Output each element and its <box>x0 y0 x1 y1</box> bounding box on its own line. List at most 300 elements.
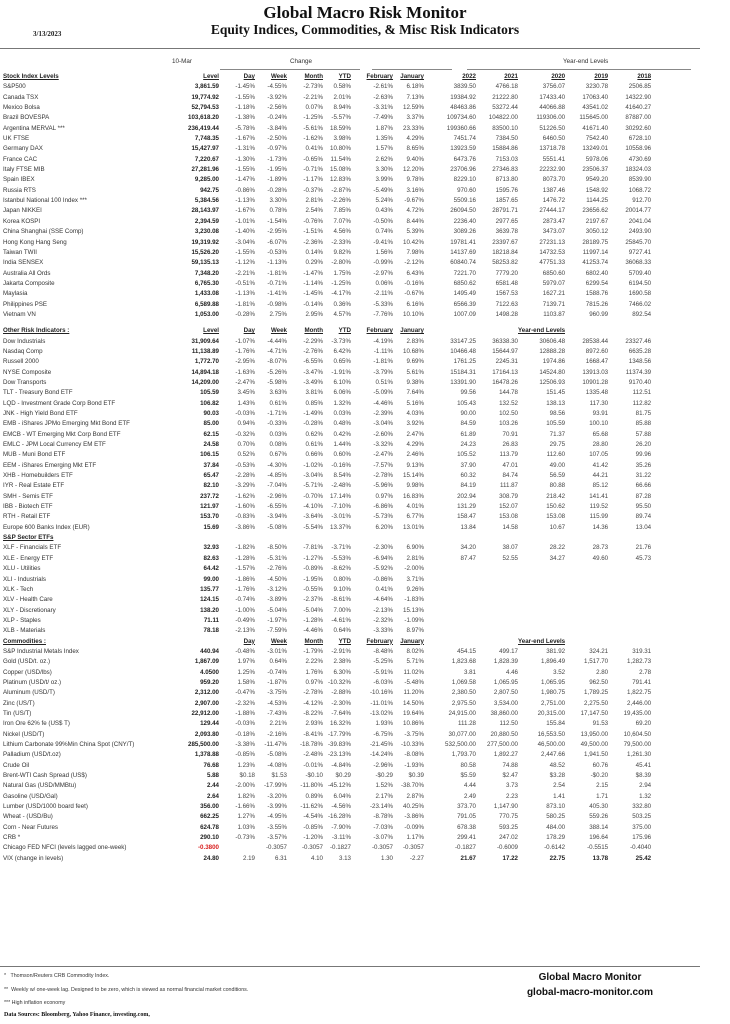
row-label: XLK - Tech <box>3 585 34 593</box>
cell-y2018: 11374.39 <box>625 368 652 376</box>
table-row[interactable] <box>0 606 651 616</box>
cell-y2022: 5509.16 <box>453 197 476 205</box>
cell-y2022 <box>424 564 476 574</box>
table-row[interactable] <box>0 238 651 248</box>
cell-feb: 0.06% <box>375 279 393 287</box>
cell-y2022: 33147.25 <box>450 337 476 345</box>
cell-week: -4.85% <box>267 472 287 480</box>
cell-y2018: 332.80 <box>632 803 652 811</box>
row-label: EMLC - JPM Local Currency EM ETF <box>3 441 106 449</box>
table-row[interactable] <box>0 289 651 299</box>
cell-y2018 <box>608 595 651 605</box>
column-header-y2021 <box>476 637 518 647</box>
cell-y2022: 6850.62 <box>453 279 476 287</box>
table-row[interactable] <box>0 347 651 357</box>
cell-y2021: 153.08 <box>499 513 518 521</box>
cell-jan: 10.68% <box>403 347 424 355</box>
cell-month: -1.51% <box>303 228 323 236</box>
cell-y2020 <box>518 575 565 585</box>
table-row[interactable] <box>0 368 651 378</box>
cell-level: 24.58 <box>203 441 219 449</box>
cell-y2019: 41.42 <box>592 461 609 469</box>
column-header-feb: February <box>366 73 393 80</box>
row-label: XLY - Discretionary <box>3 606 56 614</box>
cell-y2022: 87.47 <box>460 554 476 562</box>
table-row[interactable] <box>0 647 651 657</box>
cell-day: -2.00% <box>235 782 255 790</box>
cell-y2022: 60840.74 <box>450 259 476 267</box>
cell-y2020: 28.22 <box>549 544 566 552</box>
cell-level: 1,433.08 <box>194 290 219 298</box>
cell-y2018: 87.28 <box>635 492 652 500</box>
cell-level: 2,907.00 <box>194 699 219 707</box>
cell-y2021: 499.17 <box>499 647 518 655</box>
table-row[interactable] <box>0 668 651 678</box>
cell-level: 121.97 <box>200 503 219 511</box>
cell-feb: -2.61% <box>373 83 393 91</box>
cell-y2021: $2.47 <box>502 772 518 780</box>
table-row[interactable] <box>0 678 651 688</box>
table-row[interactable] <box>0 554 651 564</box>
cell-jan: -38.70% <box>400 782 424 790</box>
cell-y2022: 2236.40 <box>453 217 476 225</box>
cell-month: -8.41% <box>303 730 323 738</box>
table-row[interactable] <box>0 730 651 740</box>
cell-week: -1.73% <box>267 155 287 163</box>
table-row[interactable] <box>0 103 651 113</box>
cell-y2022: 13.84 <box>460 523 476 531</box>
cell-y2020: 1,896.49 <box>541 658 566 666</box>
cell-level: 290.10 <box>200 834 219 842</box>
table-row[interactable] <box>0 699 651 709</box>
cell-y2018: 175.96 <box>632 834 652 842</box>
column-header-y2022 <box>424 533 476 543</box>
cell-y2022: 3089.26 <box>453 228 476 236</box>
cell-ytd: -8.62% <box>331 565 351 573</box>
cell-y2022: 37.90 <box>460 461 476 469</box>
cell-y2020: 1,980.75 <box>541 689 566 697</box>
cell-ytd: 0.48% <box>333 420 351 428</box>
cell-feb: -0.50% <box>373 217 393 225</box>
cell-y2022: 4.44 <box>463 782 476 790</box>
cell-feb: -2.39% <box>373 410 393 417</box>
cell-feb: -2.32% <box>373 616 393 624</box>
cell-week: -7.59% <box>267 627 287 635</box>
table-row[interactable] <box>0 481 651 491</box>
cell-day: -1.00% <box>235 606 255 614</box>
cell-ytd: 1.32% <box>333 399 351 407</box>
table-row[interactable] <box>0 175 651 185</box>
cell-y2019: 100.10 <box>589 420 609 428</box>
cell-day: -0.53% <box>235 461 255 469</box>
table-row[interactable] <box>0 357 651 367</box>
table-row[interactable] <box>0 854 651 864</box>
table-row[interactable] <box>0 461 651 471</box>
row-label: EMB - iShares JPMo Emerging Mkt Bond ETF <box>3 420 130 428</box>
table-row[interactable] <box>0 388 651 398</box>
table-row[interactable] <box>0 258 651 268</box>
cell-ytd: -2.33% <box>331 238 351 246</box>
cell-y2018: 45.41 <box>635 761 652 769</box>
cell-y2019 <box>565 595 608 605</box>
cell-y2019: 8972.60 <box>585 347 609 355</box>
cell-month: 0.41% <box>305 145 323 153</box>
table-row[interactable] <box>0 337 651 347</box>
row-label: Russell 2000 <box>3 358 39 366</box>
cell-week: -0.24% <box>267 114 287 122</box>
row-label: Zinc (US/T) <box>3 699 35 707</box>
cell-jan: 9.69% <box>406 358 424 366</box>
cell-y2022: 19781.41 <box>450 238 476 246</box>
cell-month: 0.66% <box>305 451 323 459</box>
table-row[interactable] <box>0 300 651 310</box>
cell-y2020: -0.6142 <box>544 844 566 852</box>
cell-jan: 9.38% <box>406 378 424 386</box>
cell-month: -1.28% <box>303 616 323 624</box>
cell-ytd: -5.53% <box>331 554 351 562</box>
cell-y2022: 1,823.68 <box>451 658 476 666</box>
cell-day: 1.25% <box>237 668 255 676</box>
table-row[interactable] <box>0 430 651 440</box>
cell-jan: -1.93% <box>404 761 424 769</box>
cell-level: 236,419.44 <box>188 124 219 132</box>
column-header-jan <box>393 533 424 543</box>
cell-week: 0.08% <box>269 441 287 449</box>
table-row[interactable] <box>0 781 651 791</box>
table-row[interactable] <box>0 761 651 771</box>
cell-y2020: 2,447.66 <box>541 751 566 759</box>
cell-feb: 2.62% <box>375 155 393 163</box>
cell-y2018: 6635.28 <box>628 347 652 355</box>
row-label: Chicago FED NFCI (levels lagged one-week) <box>3 844 127 852</box>
cell-feb: -23.14% <box>369 803 393 811</box>
cell-level: 24.80 <box>203 854 219 862</box>
table-row[interactable] <box>0 709 651 719</box>
cell-week: 0.67% <box>269 451 287 459</box>
cell-y2018: 112.82 <box>632 399 652 407</box>
cell-jan: 5.39% <box>406 228 424 236</box>
cell-feb: 1.30 <box>380 854 393 862</box>
cell-y2019: 405.30 <box>589 803 609 811</box>
table-row[interactable] <box>0 657 651 667</box>
cell-month: 2.22% <box>305 658 323 666</box>
table-row[interactable] <box>0 523 651 533</box>
table-row[interactable] <box>0 585 651 595</box>
cell-ytd: 0.60% <box>333 451 351 459</box>
cell-feb: 1.56% <box>375 248 393 256</box>
row-label: China Shanghai (SSE Comp) <box>3 228 84 236</box>
cell-y2021 <box>476 575 518 585</box>
cell-day: -1.88% <box>235 709 255 717</box>
cell-jan: 12.59% <box>403 104 424 112</box>
cell-ytd: 16.32% <box>330 720 351 728</box>
cell-jan: -10.33% <box>400 741 424 748</box>
column-header-month: Month <box>304 637 323 645</box>
cell-y2019: 28538.44 <box>582 337 609 345</box>
cell-jan: 13.01% <box>403 523 424 531</box>
cell-day: $0.18 <box>239 772 255 780</box>
column-header-day: Day <box>243 637 255 645</box>
cell-y2022: 99.56 <box>460 389 476 397</box>
cell-ytd: -7.90% <box>331 823 351 831</box>
row-label: EMCB - WT Emerging Mkt Corp Bond ETF <box>3 430 121 438</box>
cell-week: -3.20% <box>267 792 287 800</box>
yearend-group-label: Year-end Levels <box>563 58 609 65</box>
cell-y2022: 131.29 <box>457 503 476 511</box>
cell-y2018: 87887.00 <box>625 114 652 122</box>
cell-day: -2.95% <box>235 358 255 366</box>
cell-y2019: 43541.02 <box>582 104 609 112</box>
cell-day: 1.03% <box>237 823 255 831</box>
cell-week: -2.50% <box>267 135 287 143</box>
cell-week: -1.87% <box>267 678 287 686</box>
cell-y2018: 23327.46 <box>625 337 652 345</box>
cell-y2019: 14.36 <box>592 523 609 531</box>
row-label: MUB - Muni Bond ETF <box>3 451 66 459</box>
cell-month: -0.01% <box>303 761 323 769</box>
cell-ytd: -17.79% <box>327 730 351 738</box>
table-row[interactable] <box>0 196 651 206</box>
cell-level: 27,281.96 <box>191 166 219 174</box>
cell-month: 2.81% <box>305 197 323 205</box>
cell-month: -2.36% <box>303 238 323 246</box>
cell-level: 85.00 <box>203 420 219 428</box>
cell-feb: -5.92% <box>373 565 393 573</box>
row-label: Jakarta Composite <box>3 279 55 287</box>
table-row[interactable] <box>0 269 651 279</box>
cell-level: 105.59 <box>200 389 219 397</box>
table-row[interactable] <box>0 833 651 843</box>
row-label: XLP - Staples <box>3 616 41 624</box>
cell-week: -5.08% <box>267 523 287 531</box>
cell-feb: -4.46% <box>373 399 393 407</box>
cell-feb: 5.24% <box>375 197 393 205</box>
cell-y2021: 104822.00 <box>488 114 518 122</box>
table-row[interactable] <box>0 450 651 460</box>
cell-jan: 15.13% <box>403 606 424 614</box>
table-row[interactable] <box>0 502 651 512</box>
table-row[interactable] <box>0 279 651 289</box>
cell-y2019: 962.50 <box>589 678 609 686</box>
cell-y2019: 41253.74 <box>582 259 609 267</box>
cell-week: 3.30% <box>269 197 287 205</box>
cell-feb: -3.32% <box>373 441 393 449</box>
cell-jan: 5.61% <box>406 368 424 376</box>
table-row[interactable] <box>0 543 651 553</box>
column-header-y2018 <box>608 637 651 647</box>
table-row[interactable] <box>0 227 651 237</box>
table-row[interactable] <box>0 399 651 409</box>
cell-y2020 <box>518 616 565 626</box>
column-header-ytd: YTD <box>338 73 351 80</box>
cell-y2020: 27444.17 <box>539 207 566 215</box>
table-row[interactable] <box>0 564 651 574</box>
cell-feb: 1.52% <box>375 782 393 790</box>
cell-feb: -14.24% <box>369 751 393 759</box>
cell-level: 64.42 <box>203 565 219 573</box>
cell-jan: -0.67% <box>404 290 424 298</box>
table-row[interactable] <box>0 626 651 636</box>
table-row[interactable] <box>0 409 651 419</box>
cell-level: 2.44 <box>206 782 219 790</box>
cell-week: -4.55% <box>267 83 287 91</box>
table-row[interactable] <box>0 124 651 134</box>
cell-day: -2.28% <box>235 472 255 480</box>
cell-ytd: 0.58% <box>333 83 351 91</box>
table-row[interactable] <box>0 378 651 388</box>
cell-month: -0.65% <box>303 155 323 163</box>
cell-y2018: 319.31 <box>632 647 652 655</box>
cell-level: 2,394.59 <box>194 217 219 225</box>
cell-jan: 16.83% <box>403 492 424 500</box>
row-label: Italy FTSE MIB <box>3 166 45 174</box>
cell-week: -5.08% <box>267 751 287 759</box>
cell-y2018: 6194.50 <box>628 279 652 287</box>
cell-feb: -7.03% <box>373 823 393 831</box>
cell-jan: 4.01% <box>406 503 424 511</box>
cell-y2019: 1588.76 <box>585 290 609 298</box>
cell-y2018: 912.70 <box>632 197 652 205</box>
table-row[interactable] <box>0 750 651 760</box>
cell-y2021: 70.91 <box>502 430 518 438</box>
cell-week: 6.31 <box>274 854 287 862</box>
cell-y2020: 98.56 <box>549 410 566 417</box>
row-label: Dow Industrials <box>3 337 46 345</box>
row-label: Maylasia <box>3 290 28 298</box>
table-row[interactable] <box>0 688 651 698</box>
cell-y2019: 2197.67 <box>585 217 609 225</box>
cell-jan: -1.09% <box>404 616 424 624</box>
cell-y2020: 6460.50 <box>542 135 566 143</box>
row-label: Spain IBEX <box>3 176 35 184</box>
column-header-jan: January <box>400 637 424 645</box>
table-row[interactable] <box>0 595 651 605</box>
table-row[interactable] <box>0 82 651 92</box>
cell-y2019: 41671.40 <box>582 124 609 132</box>
cell-week: -3.57% <box>267 834 287 842</box>
cell-y2022: 84.59 <box>460 420 476 428</box>
cell-y2020: 153.08 <box>546 513 566 521</box>
footnote-1 <box>4 973 109 979</box>
table-row[interactable] <box>0 740 651 750</box>
table-row[interactable] <box>0 719 651 729</box>
cell-y2020: 178.29 <box>546 834 566 842</box>
cell-y2019: 196.64 <box>589 834 609 842</box>
cell-jan: 14.50% <box>403 699 424 707</box>
cell-month: 0.62% <box>305 430 323 438</box>
footnote-2-mark: ** <box>4 987 9 993</box>
cell-y2022: 6566.39 <box>453 300 476 308</box>
cell-day: -0.86% <box>235 186 255 194</box>
table-row[interactable] <box>0 113 651 123</box>
cell-ytd: 2.38% <box>333 658 351 666</box>
cell-y2018: 66.66 <box>635 482 652 490</box>
table-row[interactable] <box>0 471 651 481</box>
cell-y2022: 678.38 <box>457 823 476 831</box>
table-row[interactable] <box>0 217 651 227</box>
cell-jan: -5.48% <box>404 678 424 686</box>
row-label: Dow Transports <box>3 378 47 386</box>
cell-ytd: 0.80% <box>333 575 351 583</box>
cell-y2019: 1335.48 <box>585 389 609 397</box>
table-row[interactable] <box>0 155 651 165</box>
cell-y2022: 2,975.50 <box>451 699 476 707</box>
table-row[interactable] <box>0 419 651 429</box>
table-row[interactable] <box>0 310 651 320</box>
cell-week: -1.41% <box>267 290 287 298</box>
cell-y2021: 17.22 <box>502 854 518 862</box>
table-row[interactable] <box>0 440 651 450</box>
cell-feb: 3.30% <box>375 166 393 174</box>
cell-week: -0.3057 <box>266 844 287 852</box>
section-title: S&P Sector ETFs <box>3 534 54 542</box>
table-row[interactable] <box>0 134 651 144</box>
cell-y2019: 7542.40 <box>585 135 609 143</box>
cell-jan: -0.3057 <box>403 844 424 852</box>
cell-month: 0.29% <box>305 259 323 267</box>
table-row[interactable] <box>0 165 651 175</box>
cell-ytd: -7.64% <box>331 709 351 717</box>
cell-level: 19,319.92 <box>191 238 219 246</box>
cell-y2019: 17063.40 <box>582 93 609 101</box>
cell-y2019: 85.12 <box>592 482 609 490</box>
table-row[interactable] <box>0 771 651 781</box>
cell-y2018 <box>608 564 651 574</box>
table-row[interactable] <box>0 248 651 258</box>
report-subtitle: Equity Indices, Commodities, & Misc Risk Indicators <box>210 22 520 37</box>
cell-level: 32.93 <box>203 544 219 552</box>
table-row[interactable] <box>0 206 651 216</box>
cell-y2019: 2.15 <box>596 782 609 790</box>
cell-ytd: 12.83% <box>330 176 351 184</box>
cell-ytd: 6.10% <box>333 378 351 386</box>
brand-site-link[interactable]: global-macro-monitor.com <box>526 987 654 998</box>
cell-y2022: 21.67 <box>460 854 476 862</box>
table-row[interactable] <box>0 792 651 802</box>
cell-month: -6.55% <box>303 358 323 366</box>
cell-ytd: 4.56% <box>333 228 351 236</box>
table-row[interactable] <box>0 93 651 103</box>
cell-ytd: 1.44% <box>333 441 351 449</box>
table-row[interactable] <box>0 575 651 585</box>
cell-y2021: 593.25 <box>499 823 518 831</box>
cell-y2021: 15884.86 <box>492 145 518 153</box>
cell-y2021: 14.58 <box>502 523 518 531</box>
table-row[interactable] <box>0 616 651 626</box>
table-row[interactable] <box>0 512 651 522</box>
cell-feb: -3.31% <box>373 104 393 112</box>
table-row[interactable] <box>0 843 651 853</box>
cell-y2020: 112.60 <box>546 451 566 459</box>
cell-y2022: 13923.59 <box>450 145 476 153</box>
table-row[interactable] <box>0 823 651 833</box>
cell-ytd: -0.16% <box>331 461 351 469</box>
cell-y2020: 155.84 <box>546 720 566 728</box>
table-row[interactable] <box>0 492 651 502</box>
cell-y2021: 3,534.00 <box>493 699 518 707</box>
yearend-levels-label: Year-end Levels <box>518 327 566 335</box>
cell-month: -2.37% <box>303 596 323 604</box>
table-row[interactable] <box>0 802 651 812</box>
table-row[interactable] <box>0 144 651 154</box>
cell-y2020: 16,553.50 <box>537 730 566 738</box>
cell-y2018: 2,446.00 <box>627 699 652 707</box>
cell-y2018 <box>608 575 651 585</box>
cell-y2018: 25.42 <box>635 854 652 862</box>
table-row[interactable] <box>0 186 651 196</box>
table-row[interactable] <box>0 812 651 822</box>
row-label: Wheat - (USD/Bu) <box>3 813 53 821</box>
